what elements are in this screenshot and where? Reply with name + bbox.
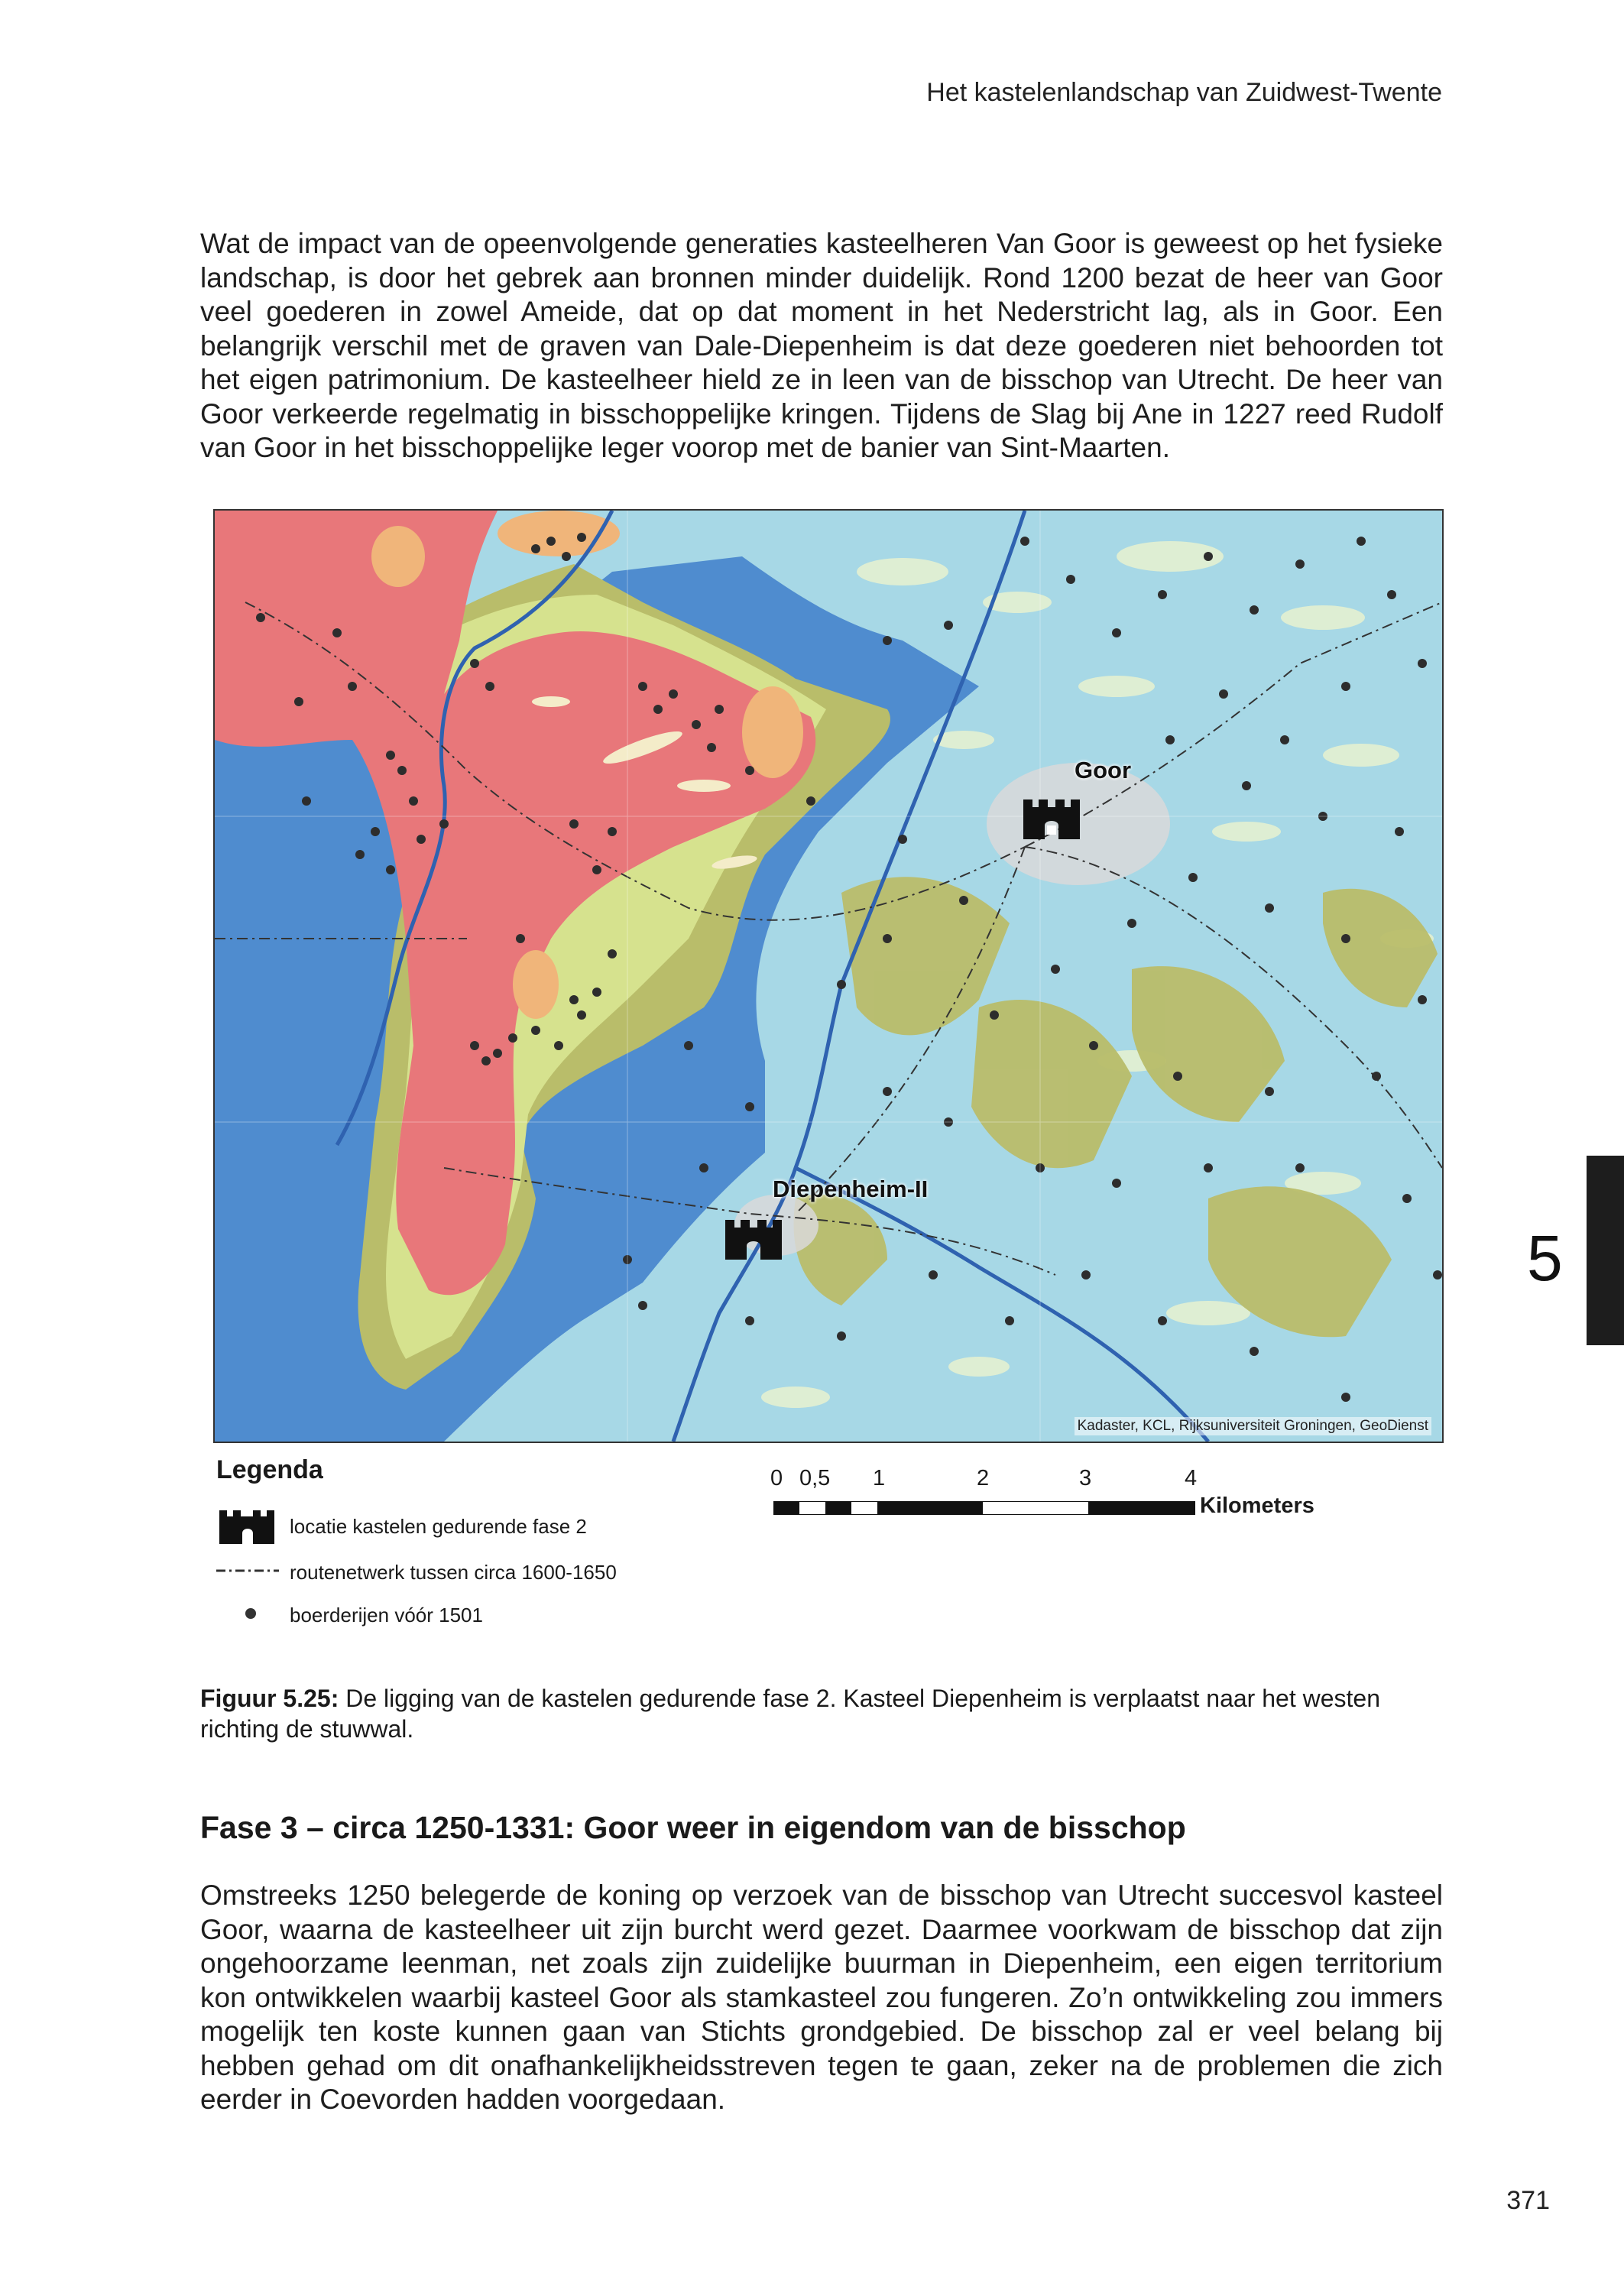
chapter-number: 5 (1527, 1222, 1563, 1294)
scale-bar-graphic (773, 1501, 1195, 1515)
legend-label: routenetwerk tussen circa 1600-1650 (290, 1561, 617, 1584)
dash-dot-line-icon (216, 1552, 279, 1590)
caption-label: Figuur 5.25: (200, 1685, 339, 1712)
legend-label: locatie kastelen gedurende fase 2 (290, 1515, 587, 1538)
map-legend (216, 1455, 690, 1639)
scale-tick: 1 (873, 1466, 886, 1490)
figure-caption (200, 1683, 1443, 1744)
legend-title: Legenda (216, 1455, 323, 1484)
scale-bar (770, 1460, 1351, 1536)
legend-item-route (216, 1552, 690, 1590)
castle-icon (216, 1506, 279, 1544)
castle-icon-goor (1022, 793, 1081, 839)
legend-item-castle (216, 1506, 690, 1544)
chapter-tab (1587, 1156, 1624, 1345)
legend-item-farm (216, 1594, 690, 1633)
body-paragraph-2: Omstreeks 1250 belegerde de koning op verzoek van de bisschop van Utrecht succesvol kasteel Goor, waarna de kasteelheer uit zijn burcht werd gezet. Daarmee voorkwam de bisschop dat zijn ongehoorzame leenman, net zoals zijn zuidelijke buurman in Diepenheim, een eigen territorium kon ontwikkelen waarbij kasteel Goor als stamkasteel zou fungeren. Zo’n ontwikkeling zou immers mogelijk ten koste kunnen gaan van Stichts grondgebied. De bisschop zal er veel belang bij hebben gehad om dit onafhankelijkheidsstreven tegen te gaan, zeker na de problemen die zich eerder in Coevorden hadden voorgedaan. (200, 1879, 1443, 2115)
page-number: 371 (1506, 2186, 1550, 2215)
scale-tick: 0,5 (799, 1466, 831, 1490)
scale-tick: 3 (1079, 1466, 1092, 1490)
body-paragraph-1: Wat de impact van de opeenvolgende generaties kasteelheren Van Goor is geweest op het fysieke landschap, is door het gebrek aan bronnen minder duidelijk. Rond 1200 bezat de heer van Goor veel goederen in zowel Ameide, dat op dat moment in het Nederstricht lag, als in Goor. Een belangrijk verschil met de graven van Dale-Diepenheim is dat deze goederen niet behoorden tot het eigen patrimonium. De kasteelheer hield ze in leen van de bisschop van Utrecht. De heer van Goor verkeerde regelmatig in bisschoppelijke kringen. Tijdens de Slag bij Ane in 1227 reed Rudolf van Goor in het bisschoppelijke leger voorop met de banier van Sint-Maarten. (200, 228, 1443, 463)
scale-tick: 4 (1185, 1466, 1198, 1490)
dot-icon (216, 1594, 279, 1633)
scale-tick: 0 (770, 1466, 783, 1490)
place-label-goor: Goor (1075, 757, 1132, 783)
scale-tick: 2 (977, 1466, 990, 1490)
legend-label: boerderijen vóór 1501 (290, 1604, 483, 1627)
caption-text: De ligging van de kastelen gedurende fase 2. Kasteel Diepenheim is verplaatst naar het westen richting de stuwwal. (200, 1685, 1380, 1743)
map-figure (213, 509, 1444, 1443)
map-credit: Kadaster, KCL, Rijksuniversiteit Groningen, GeoDienst (1075, 1417, 1431, 1435)
place-label-diepenheim: Diepenheim-II (773, 1176, 929, 1202)
section-heading: Fase 3 – circa 1250-1331: Goor weer in eigendom van de bisschop (200, 1810, 1186, 1845)
map-canvas (215, 511, 1442, 1442)
scale-unit: Kilometers (1200, 1494, 1314, 1518)
running-title: Het kastelenlandschap van Zuidwest-Twente (926, 78, 1442, 107)
castle-icon-diepenheim (724, 1214, 783, 1260)
